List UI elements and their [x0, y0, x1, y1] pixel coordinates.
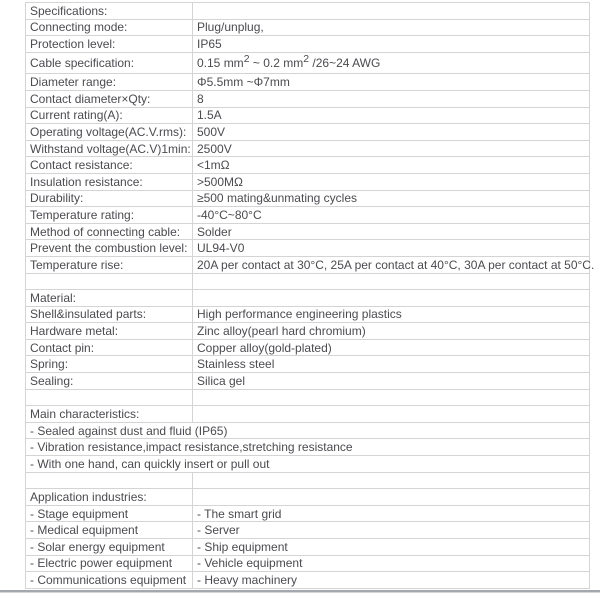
- empty-cell: [26, 389, 193, 406]
- value-text: /26~24 AWG: [309, 55, 381, 70]
- spec-label-cell: Diameter range:: [26, 74, 193, 91]
- table-row: [26, 207, 590, 224]
- industry-left-cell: - Communications equipment: [26, 572, 193, 589]
- table-row: [26, 522, 590, 539]
- characteristic-cell: - Sealed against dust and fluid (IP65): [26, 422, 590, 439]
- characteristic-cell: - Vibration resistance,impact resistance,stretching resistance: [26, 439, 590, 456]
- table-row: [26, 124, 590, 141]
- spec-value-cell: [193, 406, 590, 423]
- spec-label-cell: Insulation resistance:: [26, 173, 193, 190]
- spec-value-cell: >500MΩ: [193, 173, 590, 190]
- table-row: [26, 323, 590, 340]
- table-row: [26, 406, 590, 423]
- value-text: 0.15 mm: [197, 55, 244, 70]
- spec-value-cell: Φ5.5mm ~Φ7mm: [193, 74, 590, 91]
- empty-cell: [193, 472, 590, 489]
- spec-value-cell: 500V: [193, 124, 590, 141]
- table-row: [26, 356, 590, 373]
- industry-left-cell: - Stage equipment: [26, 505, 193, 522]
- spec-label-cell: Operating voltage(AC.V.rms):: [26, 124, 193, 141]
- table-row: [26, 240, 590, 257]
- industry-right-cell: - Server: [193, 522, 590, 539]
- spec-label-cell: Specifications:: [26, 3, 193, 20]
- table-row: [26, 273, 590, 290]
- industry-right-cell: - Heavy machinery: [193, 572, 590, 589]
- empty-cell: [26, 273, 193, 290]
- characteristic-cell: - With one hand, can quickly insert or pull out: [26, 456, 590, 473]
- spec-value-cell: ≥500 mating&unmating cycles: [193, 190, 590, 207]
- table-row: [26, 74, 590, 91]
- table-row: [26, 555, 590, 572]
- superscript-text: 2: [303, 52, 310, 65]
- value-text: ~ 0.2 mm: [249, 55, 304, 70]
- specifications-table: [25, 2, 595, 589]
- spec-value-cell: Plug/unplug,: [193, 19, 590, 36]
- spec-label-cell: Method of connecting cable:: [26, 223, 193, 240]
- spec-value-cell: IP65: [193, 36, 590, 53]
- table-row: [26, 90, 590, 107]
- table-row: [26, 472, 590, 489]
- spec-value-cell: 2500V: [193, 140, 590, 157]
- table-row: [26, 489, 590, 506]
- spec-value-cell: [193, 52, 590, 74]
- spec-label-cell: Contact pin:: [26, 339, 193, 356]
- table-row: [26, 389, 590, 406]
- table-row: [26, 107, 590, 124]
- industry-left-cell: - Electric power equipment: [26, 555, 193, 572]
- spec-label-cell: Hardware metal:: [26, 323, 193, 340]
- spec-value-cell: High performance engineering plastics: [193, 306, 590, 323]
- spec-label-cell: Cable specification:: [26, 52, 193, 74]
- spec-value-cell: Silica gel: [193, 373, 590, 390]
- table-row: [26, 539, 590, 556]
- spec-label-cell: Application industries:: [26, 489, 193, 506]
- industry-right-cell: - The smart grid: [193, 505, 590, 522]
- spec-label-cell: Prevent the combustion level:: [26, 240, 193, 257]
- spec-value-cell: 8: [193, 90, 590, 107]
- table-row: [26, 572, 590, 589]
- spec-label-cell: Contact diameter×Qty:: [26, 90, 193, 107]
- table-row: [26, 140, 590, 157]
- spec-value-cell: [193, 290, 590, 307]
- industry-left-cell: - Solar energy equipment: [26, 539, 193, 556]
- spec-label-cell: Shell&insulated parts:: [26, 306, 193, 323]
- table-row: [26, 306, 590, 323]
- table-row: [26, 439, 590, 456]
- spec-label-cell: Withstand voltage(AC.V)1min:: [26, 140, 193, 157]
- table-row: [26, 3, 590, 20]
- table-row: [26, 505, 590, 522]
- spec-label-cell: Durability:: [26, 190, 193, 207]
- spec-value-cell: [193, 3, 590, 20]
- empty-cell: [193, 389, 590, 406]
- spec-value-cell: Zinc alloy(pearl hard chromium): [193, 323, 590, 340]
- table-row: [26, 19, 590, 36]
- spec-label-cell: Sealing:: [26, 373, 193, 390]
- spec-value-cell: Copper alloy(gold-plated): [193, 339, 590, 356]
- spec-label-cell: Contact resistance:: [26, 157, 193, 174]
- table-row: [26, 36, 590, 53]
- section-divider-rule: [0, 590, 600, 593]
- table-row: [26, 52, 590, 74]
- table-row: [26, 173, 590, 190]
- table-row: [26, 190, 590, 207]
- table-row: [26, 290, 590, 307]
- industry-right-cell: - Ship equipment: [193, 539, 590, 556]
- table-row: [26, 223, 590, 240]
- spec-label-cell: Main characteristics:: [26, 406, 193, 423]
- spec-value-cell: Stainless steel: [193, 356, 590, 373]
- empty-cell: [26, 472, 193, 489]
- spec-label-cell: Connecting mode:: [26, 19, 193, 36]
- empty-cell: [193, 273, 590, 290]
- table-row: [26, 339, 590, 356]
- spec-label-cell: Current rating(A):: [26, 107, 193, 124]
- superscript-text: 2: [243, 52, 250, 65]
- spec-label-cell: Temperature rise:: [26, 256, 193, 273]
- table-row: [26, 422, 590, 439]
- table-row: [26, 157, 590, 174]
- spec-label-cell: Temperature rating:: [26, 207, 193, 224]
- spec-value-cell: UL94-V0: [193, 240, 590, 257]
- industry-left-cell: - Medical equipment: [26, 522, 193, 539]
- spec-value-cell: [193, 489, 590, 506]
- industry-right-cell: - Vehicle equipment: [193, 555, 590, 572]
- spec-value-cell: 20A per contact at 30°C, 25A per contact at 40°C, 30A per contact at 50°C.: [193, 256, 590, 273]
- table-row: [26, 456, 590, 473]
- spec-label-cell: Spring:: [26, 356, 193, 373]
- spec-value-cell: <1mΩ: [193, 157, 590, 174]
- spec-value-cell: Solder: [193, 223, 590, 240]
- spec-value-cell: 1.5A: [193, 107, 590, 124]
- spec-label-cell: Material:: [26, 290, 193, 307]
- spec-label-cell: Protection level:: [26, 36, 193, 53]
- spec-value-cell: -40°C~80°C: [193, 207, 590, 224]
- table-row: [26, 373, 590, 390]
- table-row: [26, 256, 590, 273]
